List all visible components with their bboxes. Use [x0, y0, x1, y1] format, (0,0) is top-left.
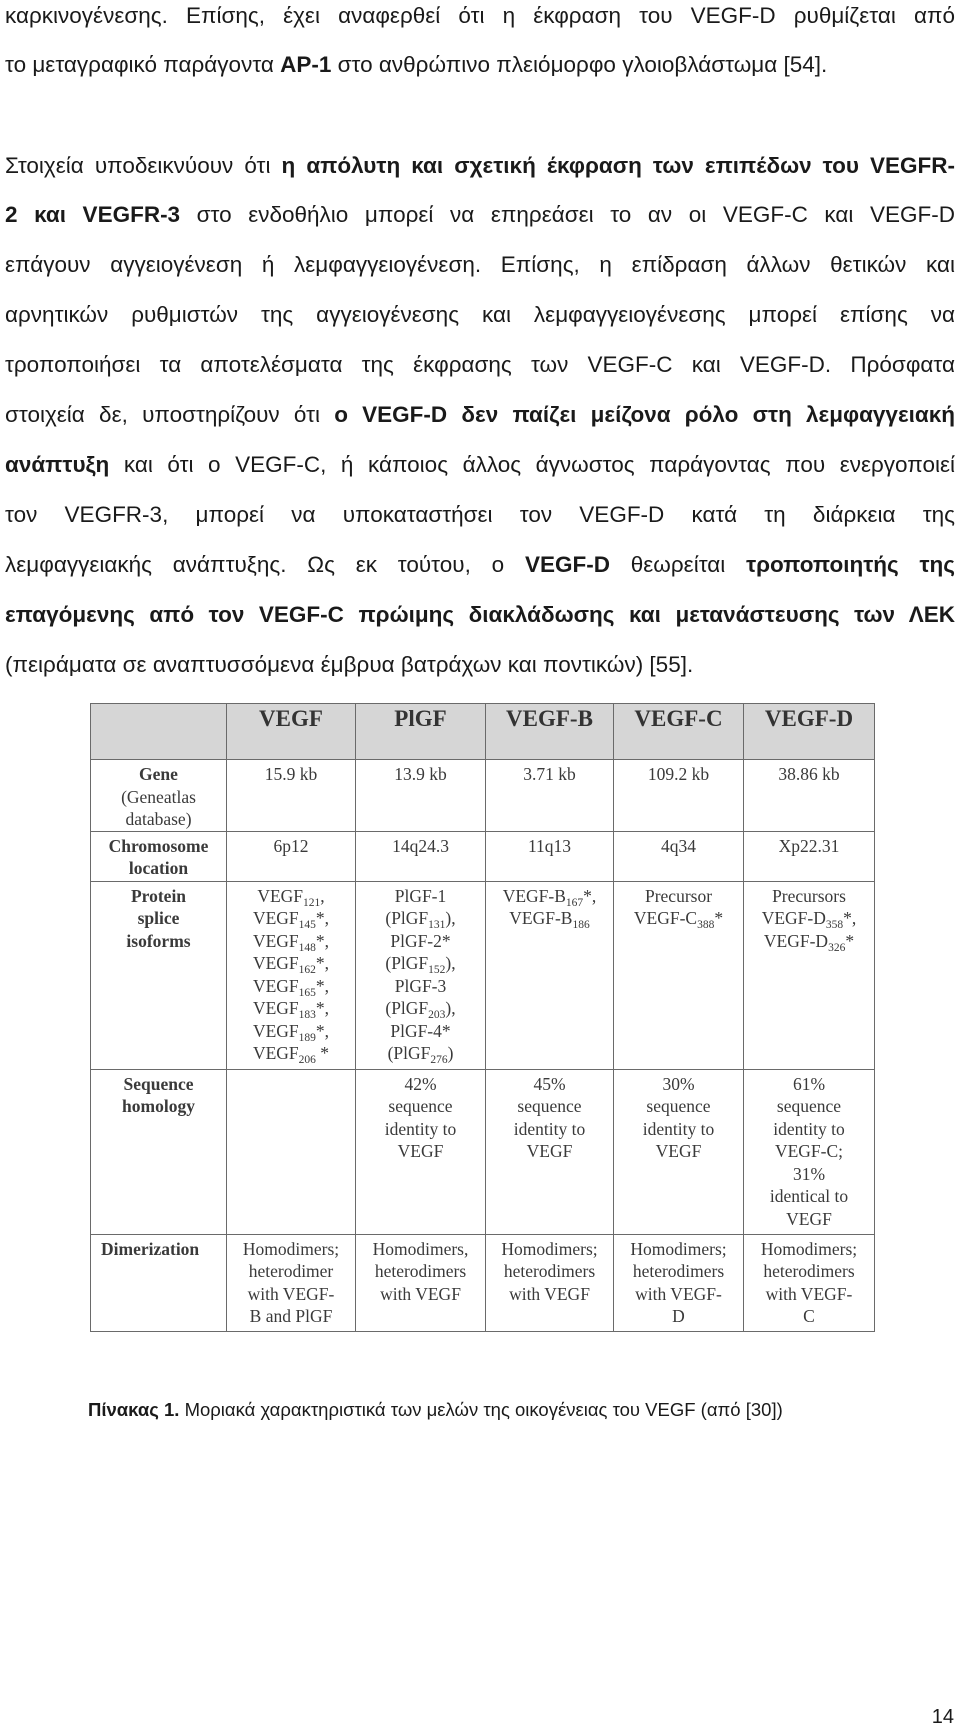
isoform-line: VEGF-$D_{326}*$: [763, 930, 855, 954]
text-line-12: επαγόμενης από τον VEGF-C πρώιμης διακλάδωσης και μετανάστευσης των ΛΕΚ: [5, 602, 955, 627]
page-number: 14: [931, 1706, 954, 1728]
cell-line: sequence: [776, 1096, 842, 1116]
isoform-line: (PlGF$_{131}$),: [385, 908, 456, 931]
table-cell: [614, 1069, 744, 1234]
isoform-line: VEGF-$B_{186}$: [509, 908, 590, 931]
isoform-line: $VEGF_{145}*$,: [252, 908, 330, 931]
text-line-1: καρκινογένεσης. Επίσης, έχει αναφερθεί ότι η έκφραση του VEGF-D ρυθμίζεται από: [5, 3, 955, 28]
cell-line: heterodimers: [374, 1261, 467, 1281]
isoform-line: (PlGF$_{152}$),: [385, 953, 456, 976]
vegf-family-table: [90, 703, 875, 1332]
row-label-text: database): [125, 809, 192, 829]
cell-line: Homodimers,: [372, 1238, 469, 1259]
cell-line: identity to: [513, 1118, 586, 1139]
cell-line: with VEGF-: [247, 1283, 335, 1304]
cell-line: 45%: [533, 1073, 566, 1094]
table-row-dimerization: [91, 1234, 875, 1331]
cell-line: 30%: [662, 1073, 695, 1094]
row-label-text: Chromosome: [108, 835, 209, 856]
cell-line: identity to: [773, 1118, 845, 1139]
isoform-line: Precursor: [644, 885, 713, 906]
cell-line: D: [672, 1306, 685, 1326]
isoform-line: $VEGF_{189}*$,: [252, 1020, 330, 1044]
table-cell: [227, 1234, 356, 1331]
table-cell: [744, 1069, 875, 1234]
row-label-text: isoforms: [126, 930, 191, 951]
cell-line: Homodimers;: [630, 1238, 727, 1259]
text-line-4: 2 και VEGFR-3 στο ενδοθήλιο μπορεί να επηρεάσει το αν οι VEGF-C και VEGF-D: [5, 202, 955, 227]
row-label-text: Gene: [139, 764, 178, 784]
table-cell: 4q34: [614, 831, 744, 881]
isoform-line: (PlGF$_{203}$),: [385, 998, 456, 1021]
cell-line: sequence: [517, 1096, 582, 1116]
table-cell: Xp22.31: [744, 831, 875, 881]
caption-text: Μοριακά χαρακτηριστικά των μελών της οικογένειας του VEGF (από [30]): [179, 1399, 783, 1420]
isoform-line: $VEGF_{121}$,: [257, 885, 325, 909]
isoform-line: VEGF-$D_{358}*$,: [761, 908, 857, 931]
text-line-8: στοιχεία δε, υποστηρίζουν ότι ο VEGF-D δεν παίζει μείζονα ρόλο στη λεμφαγγειακή: [5, 402, 955, 427]
table-row-gene: [91, 760, 875, 832]
isoform-line: Precursors: [772, 885, 846, 906]
cell-line: heterodimer: [248, 1261, 334, 1281]
row-label-text: Sequence: [123, 1073, 194, 1094]
cell-line: heterodimers: [503, 1261, 596, 1281]
cell-line: Homodimers;: [501, 1238, 598, 1259]
table-cell: 13.9 kb: [356, 760, 486, 832]
header-cell: VEGF-C: [614, 704, 744, 760]
header-cell: VEGF-B: [486, 704, 614, 760]
cell-line: with VEGF: [509, 1283, 590, 1304]
header-cell: PlGF: [356, 704, 486, 760]
cell-line: C: [803, 1306, 815, 1326]
cell-line: VEGF: [786, 1208, 832, 1229]
row-label-text: homology: [122, 1096, 195, 1116]
isoform-line: VEGF-$B_{167}*$,: [502, 885, 597, 909]
table-cell: 6p12: [227, 831, 356, 881]
table-cell: [486, 1234, 614, 1331]
table-cell: [356, 1069, 486, 1234]
text-line-9: ανάπτυξη και ότι ο VEGF-C, ή κάποιος άλλος άγνωστος παράγοντας που ενεργοποιεί: [5, 452, 955, 477]
cell-line: heterodimers: [632, 1261, 725, 1281]
header-corner-cell: [91, 704, 227, 760]
cell-line: identical to: [769, 1186, 849, 1206]
isoform-line: $VEGF_{183}*$,: [252, 998, 330, 1021]
row-label-dimerization: [91, 1234, 227, 1331]
cell-line: 42%: [404, 1073, 437, 1094]
row-label-isoforms: [91, 881, 227, 1069]
text-line-11: λεμφαγγειακής ανάπτυξης. Ως εκ τούτου, ο VEGF-D θεωρείται τροποποιητής της: [5, 552, 955, 577]
text-line-10: τον VEGFR-3, μπορεί να υποκαταστήσει τον VEGF-D κατά τη διάρκεια της: [5, 502, 955, 527]
cell-line: sequence: [388, 1096, 453, 1116]
table-cell-empty: [227, 1069, 356, 1234]
table-cell: 14q24.3: [356, 831, 486, 881]
text-line-7: τροποποιήσει τα αποτελέσματα της έκφρασης των VEGF-C και VEGF-D. Πρόσφατα: [5, 352, 955, 377]
text-line-5: επάγουν αγγειογένεση ή λεμφαγγειογένεση. Επίσης, η επίδραση άλλων θετικών και: [5, 252, 955, 277]
cell-line: with VEGF-: [635, 1283, 722, 1304]
table-cell: 38.86 kb: [744, 760, 875, 832]
table-cell: [486, 881, 614, 1069]
header-cell: VEGF: [227, 704, 356, 760]
cell-line: 61%: [792, 1073, 826, 1094]
isoform-line: PlGF-1: [394, 885, 447, 906]
table-row-isoforms: [91, 881, 875, 1069]
isoform-line: VEGF-$C_{388}*$: [633, 908, 724, 931]
table-cell: [744, 881, 875, 1069]
table-caption: [88, 1395, 783, 1425]
row-label-text: Dimerization: [101, 1238, 200, 1259]
isoform-line: PlGF-3: [394, 975, 447, 996]
table-cell: [356, 1234, 486, 1331]
cell-line: VEGF: [526, 1141, 573, 1161]
table-cell: [614, 881, 744, 1069]
isoform-line: $VEGF_{206}$ *: [252, 1043, 330, 1066]
header-cell: VEGF-D: [744, 704, 875, 760]
cell-line: identity to: [642, 1118, 715, 1139]
row-label-gene: [91, 760, 227, 832]
cell-line: B and PlGF: [249, 1306, 333, 1326]
table-cell: [227, 881, 356, 1069]
cell-line: VEGF-C;: [774, 1141, 844, 1161]
cell-line: sequence: [646, 1096, 711, 1116]
cell-line: VEGF: [397, 1141, 444, 1161]
cell-line: with VEGF: [380, 1283, 461, 1304]
row-label-homology: [91, 1069, 227, 1234]
isoform-line: PlGF-4*: [390, 1020, 451, 1041]
cell-line: VEGF: [655, 1141, 702, 1161]
table-cell: 15.9 kb: [227, 760, 356, 832]
isoform-line: $VEGF_{162}*$,: [252, 953, 330, 976]
text-line-2: το μεταγραφικό παράγοντα AP-1 στο ανθρώπινο πλειόμορφο γλοιοβλάστωμα [54].: [5, 52, 828, 77]
isoform-line: $VEGF_{148}*$,: [252, 930, 330, 954]
table-row-homology: [91, 1069, 875, 1234]
text-line-13: (πειράματα σε αναπτυσσόμενα έμβρυα βατράχων και ποντικών) [55].: [5, 652, 694, 677]
table-cell: [486, 1069, 614, 1234]
caption-label: Πίνακας 1.: [88, 1399, 180, 1420]
isoform-line: $VEGF_{165}*$,: [252, 975, 330, 999]
table-header-row: [91, 704, 875, 760]
table-cell: 11q13: [486, 831, 614, 881]
row-label-chromosome: [91, 831, 227, 881]
cell-line: identity to: [384, 1118, 457, 1139]
row-label-text: (Geneatlas: [121, 786, 196, 807]
text-line-3: Στοιχεία υποδεικνύουν ότι η απόλυτη και σχετική έκφραση των επιπέδων του VEGFR-: [5, 153, 956, 178]
text-line-6: αρνητικών ρυθμιστών της αγγειογένεσης και λεμφαγγειογένεσης μπορεί επίσης να: [5, 302, 955, 327]
isoform-line: PlGF-2*: [390, 930, 451, 951]
row-label-text: Protein: [130, 885, 187, 906]
cell-line: 31%: [792, 1163, 826, 1184]
cell-line: Homodimers;: [242, 1238, 340, 1259]
table-cell: [614, 1234, 744, 1331]
table-cell: 109.2 kb: [614, 760, 744, 832]
table-cell: [744, 1234, 875, 1331]
cell-line: Homodimers;: [760, 1238, 858, 1259]
cell-line: heterodimers: [763, 1261, 855, 1281]
table-cell: [356, 881, 486, 1069]
isoform-line: (PlGF$_{276}$): [387, 1043, 454, 1066]
row-label-text: location: [128, 858, 189, 878]
table-row-chromosome: [91, 831, 875, 881]
table-cell: 3.71 kb: [486, 760, 614, 832]
row-label-text: splice: [137, 908, 180, 928]
cell-line: with VEGF-: [765, 1283, 853, 1304]
